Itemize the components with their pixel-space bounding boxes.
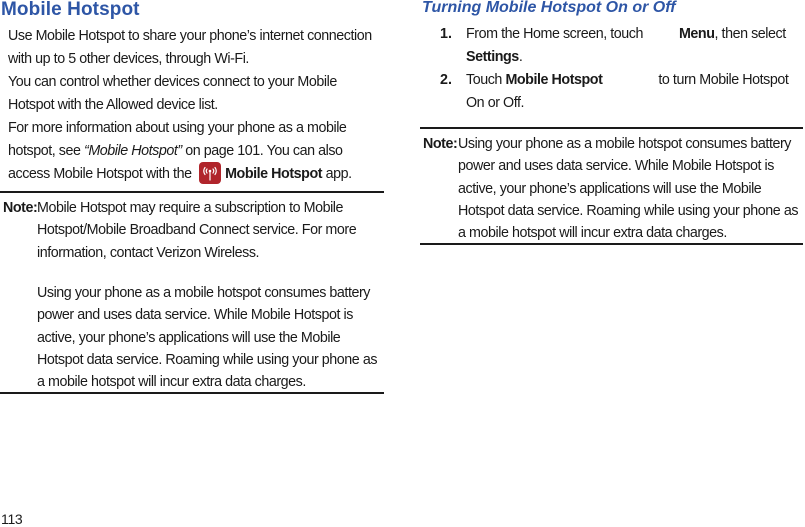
hotspot-app-icon xyxy=(199,162,221,184)
allowed-list-paragraph: You can control whether devices connect to your Mobile Hotspot with the Allowed device list. xyxy=(8,74,337,113)
app-name: Mobile Hotspot xyxy=(225,166,323,182)
note-line: Mobile Hotspot may require a subscription to Mobile xyxy=(37,200,344,216)
page-heading: Mobile Hotspot xyxy=(1,0,140,20)
step-1 xyxy=(466,23,805,69)
more-info-text-end: app. xyxy=(322,166,352,182)
note-box-right xyxy=(420,127,803,245)
step-1-text: From the Home screen, touch xyxy=(466,26,643,42)
note-label: Note: xyxy=(423,136,458,152)
section-heading: Turning Mobile Hotspot On or Off xyxy=(422,0,676,16)
settings-option: Settings xyxy=(466,49,519,65)
intro-paragraph: Use Mobile Hotspot to share your phone’s internet connection with up to 5 other devices, through Wi-Fi. xyxy=(8,28,372,67)
step-2-text-line2: On or Off. xyxy=(466,95,525,111)
step-2-text: Touch xyxy=(466,72,506,88)
step-1-text-middle: , then select xyxy=(714,26,786,42)
menu-key: Menu xyxy=(678,26,715,42)
step-1-text-end: . xyxy=(518,49,523,65)
step-2-text-after: to turn Mobile Hotspot xyxy=(658,72,789,88)
step-2 xyxy=(466,69,805,115)
more-info-paragraph xyxy=(8,117,384,186)
note-text-first xyxy=(37,197,383,264)
note-text: Using your phone as a mobile hotspot consumes battery power and uses data service. While Mobile Hotspot is active, your phone’s applications will use the Mobile Hotspot data service. Roaming while using your phone as a mobile hotspot will incur extra data charges. xyxy=(458,136,799,242)
page-number: 113 xyxy=(1,511,23,527)
cross-reference-link[interactable]: “Mobile Hotspot” xyxy=(84,142,182,159)
mobile-hotspot-option: Mobile Hotspot xyxy=(505,72,603,88)
note-label: Note: xyxy=(3,200,38,216)
more-info-text-middle: on page 101. You can also access Mobile Hotspot with the xyxy=(8,142,343,182)
note-line: Hotspot/Mobile Broadband Connect service. For more xyxy=(37,222,357,239)
note-box-left xyxy=(0,191,384,394)
step-number: 1. xyxy=(440,26,452,42)
more-info-text: For more information about using your phone as a mobile hotspot, see xyxy=(8,120,347,159)
note-line: information, contact Verizon Wireless. xyxy=(37,244,260,261)
step-number: 2. xyxy=(440,72,452,88)
note-text-second: Using your phone as a mobile hotspot consumes battery power and uses data service. While Mobile Hotspot is active, your phone’s applications will use the Mobile Hotspot data service. Roaming while using your phone as a mobile hotspot will incur extra data charges. xyxy=(37,285,378,391)
